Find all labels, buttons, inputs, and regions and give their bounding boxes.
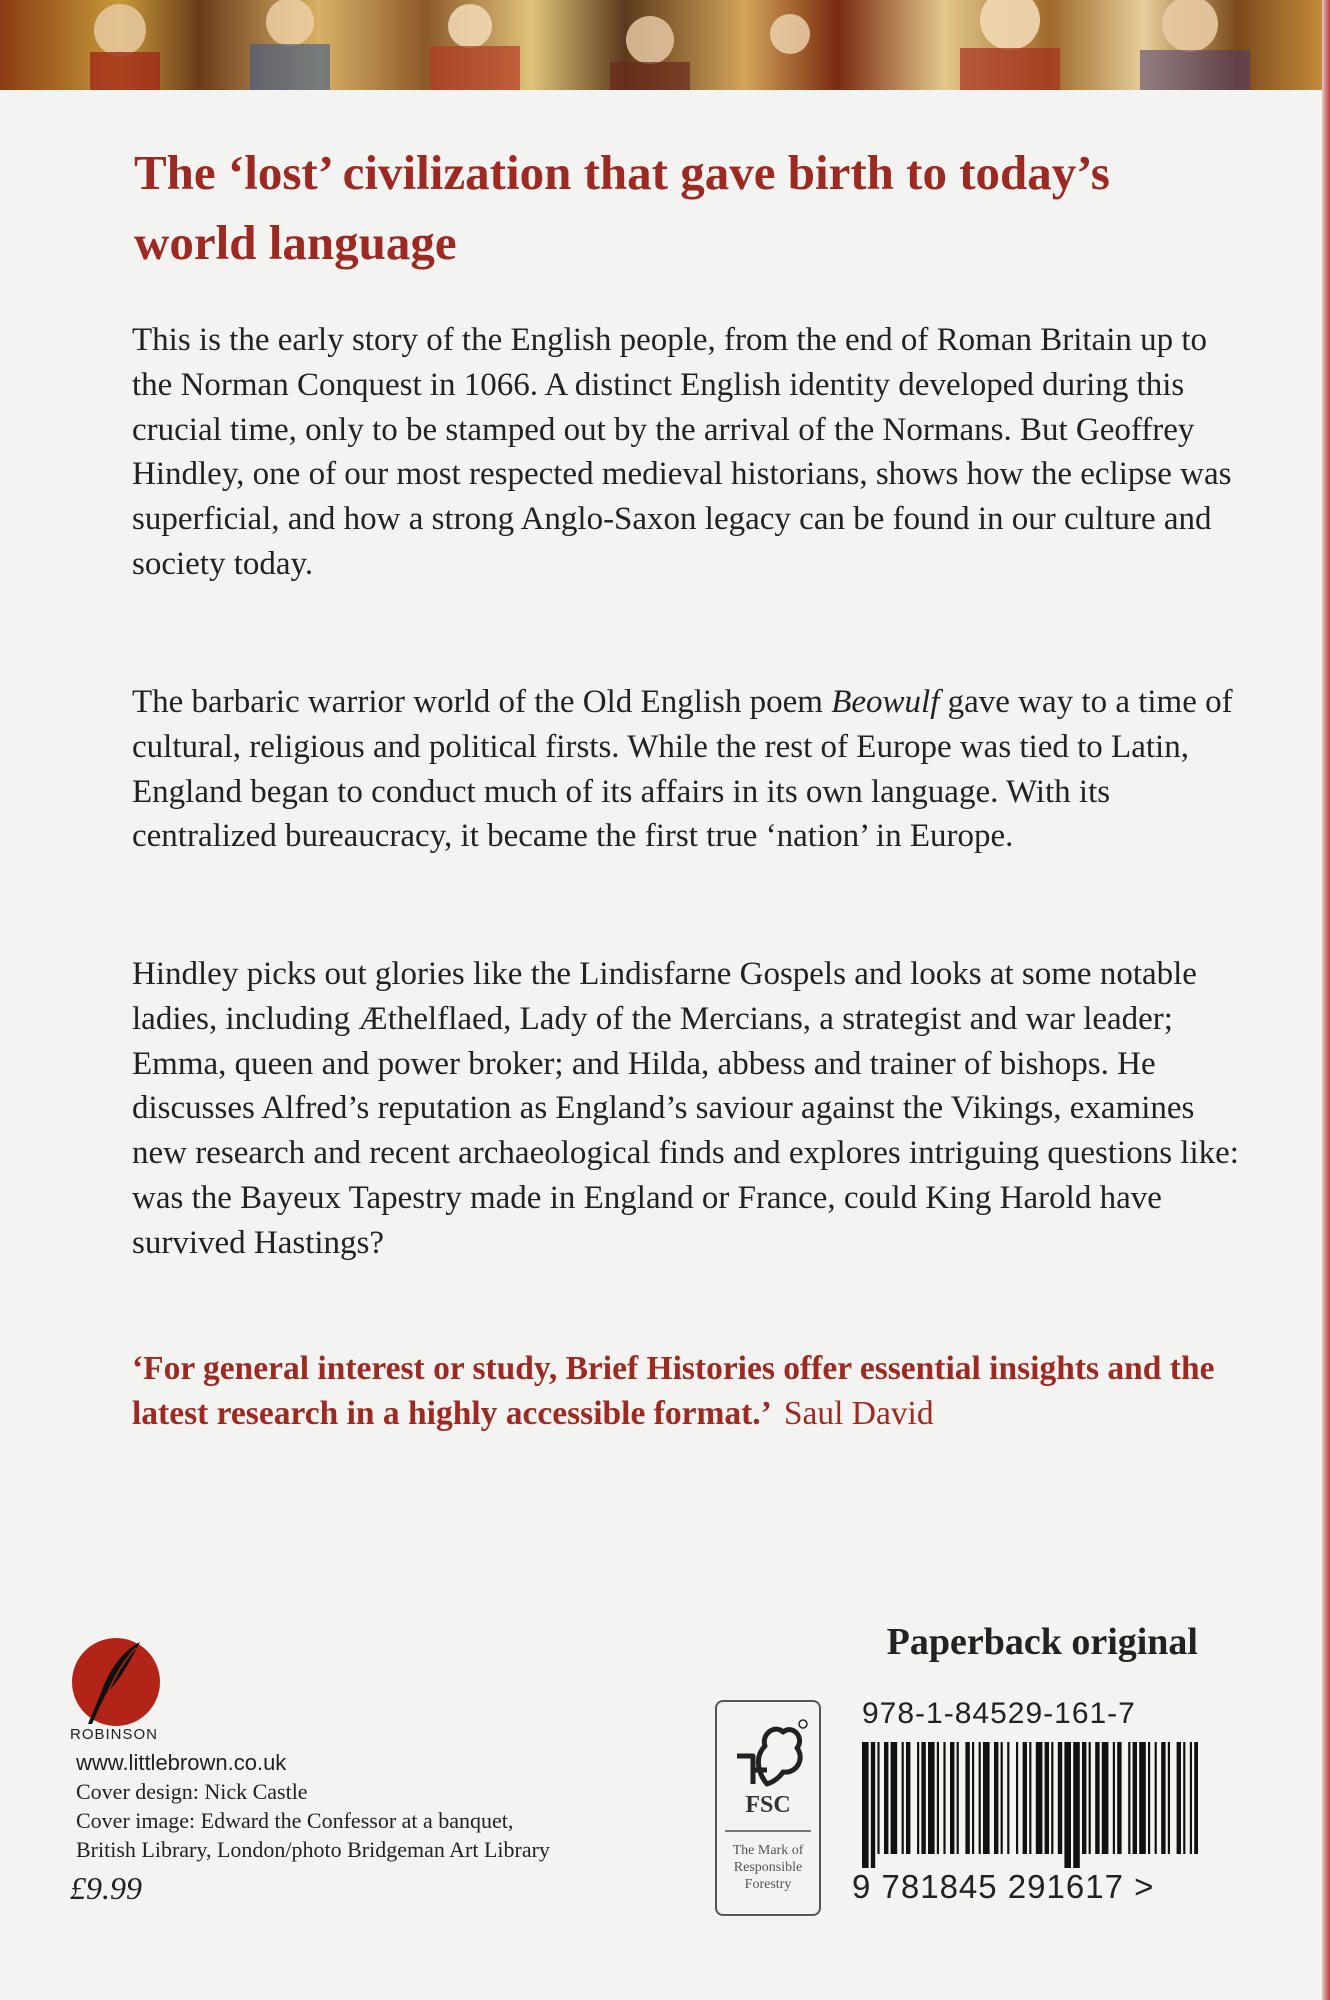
barcode-bar xyxy=(1095,1742,1099,1854)
blurb-paragraph-1: This is the early story of the English people, from the end of Roman Britain up to the Norman Conquest in 1066. A distinct English identity developed during this crucial time, only to be stamped out by the arrival of the Normans. But Geoffrey Hindley, one of our most respected medieval historians, shows how the eclipse was superficial, and how a strong Anglo-Saxon legacy can be found in our culture and society today. xyxy=(132,322,1232,582)
price: £9.99 xyxy=(70,1870,142,1906)
barcode-bar xyxy=(994,1742,998,1854)
medieval-illustration xyxy=(0,0,1330,90)
fsc-divider xyxy=(725,1830,811,1832)
fsc-tagline xyxy=(717,1842,819,1893)
barcode-bar xyxy=(902,1742,904,1854)
fsc-tagline-line-1: The Mark of xyxy=(732,1843,804,1858)
fsc-label: FSC xyxy=(745,1792,791,1818)
barcode-bar xyxy=(1058,1742,1062,1854)
barcode-bar xyxy=(965,1742,969,1854)
quote-text: ‘For general interest or study, Brief Histories offer essential insights and the latest research in a highly accessible format.’ xyxy=(132,1350,1215,1432)
barcode-bar xyxy=(871,1742,875,1868)
barcode-bar xyxy=(1036,1742,1043,1854)
spine-edge xyxy=(1322,0,1330,2000)
barcode-bar xyxy=(906,1742,910,1854)
barcode-bar xyxy=(862,1742,869,1868)
barcode-bar xyxy=(943,1742,945,1854)
fsc-tree-icon xyxy=(727,1716,809,1788)
barcode-bar xyxy=(983,1742,990,1854)
cover-design-credit: Cover design: Nick Castle xyxy=(76,1779,308,1804)
fsc-badge xyxy=(715,1700,821,1916)
cover-image-credit-line-1: Cover image: Edward the Confessor at a banquet, xyxy=(76,1808,514,1833)
barcode xyxy=(862,1742,1198,1868)
barcode-bar xyxy=(1194,1742,1198,1854)
barcode-bar xyxy=(1155,1742,1157,1854)
barcode-bar xyxy=(1133,1742,1137,1854)
barcode-bar xyxy=(1148,1742,1150,1854)
blurb-paragraph-2 xyxy=(132,680,1242,859)
format-label: Paperback original xyxy=(886,1621,1198,1663)
barcode-digits: 9 781845 291617 > xyxy=(852,1868,1155,1905)
barcode-bar xyxy=(957,1742,959,1854)
barcode-bar xyxy=(1177,1742,1181,1854)
barcode-bar xyxy=(884,1742,888,1854)
headline: The ‘lost’ civilization that gave birth to today’s world language xyxy=(134,145,1110,270)
barcode-bar xyxy=(1007,1742,1009,1854)
barcode-bar xyxy=(1016,1742,1018,1854)
publisher-website: www.littlebrown.co.uk xyxy=(76,1750,287,1775)
blurb-paragraph-3: Hindley picks out glories like the Lindisfarne Gospels and looks at some notable ladies, including Æthelflaed, Lady of the Mercians, a strategist and war leader; Emma, queen and power broker; and Hilda, abbess and trainer of bishops. He discusses Alfred’s reputation as England’s saviour against the Vikings, examines new research and recent archaeological finds and explores intriguing questions like: was the Bayeux Tapestry made in England or France, could King Harold have survived Hastings? xyxy=(132,956,1239,1261)
barcode-bar xyxy=(1117,1742,1121,1854)
barcode-bar xyxy=(1064,1742,1071,1868)
review-quote xyxy=(132,1346,1252,1436)
barcode-bar xyxy=(921,1742,925,1854)
barcode-bar xyxy=(1102,1742,1109,1854)
fsc-tagline-line-3: Forestry xyxy=(744,1877,792,1892)
barcode-bar xyxy=(1128,1742,1130,1854)
paragraph-2-rest: gave way to a time of cultural, religious and political firsts. While the rest of Europe was tied to Latin, England began to conduct much of its affairs in its own language. With its centralized bureaucracy, it became the first true ‘nation’ in Europe. xyxy=(132,684,1233,855)
barcode-bar xyxy=(1073,1742,1080,1868)
barcode-bar xyxy=(928,1742,935,1854)
quill-icon xyxy=(70,1636,162,1728)
barcode-bar xyxy=(1113,1742,1115,1854)
barcode-bar xyxy=(1168,1742,1170,1854)
barcode-bar xyxy=(1183,1742,1185,1854)
barcode-bar xyxy=(1023,1742,1027,1854)
isbn: 978-1-84529-161-7 xyxy=(862,1697,1136,1730)
cover-image-credit-line-2: British Library, London/photo Bridgeman Art Library xyxy=(76,1837,550,1862)
barcode-bar xyxy=(1045,1742,1049,1854)
barcode-bar xyxy=(1139,1742,1146,1854)
publisher-name: ROBINSON xyxy=(70,1726,159,1743)
barcode-bar xyxy=(1089,1742,1091,1854)
barcode-bar xyxy=(1001,1742,1003,1854)
barcode-bar xyxy=(1082,1742,1086,1854)
barcode-bar xyxy=(1029,1742,1031,1854)
barcode-bar xyxy=(877,1742,879,1854)
barcode-bar xyxy=(979,1742,981,1854)
barcode-bar xyxy=(972,1742,974,1854)
barcode-bar xyxy=(1161,1742,1165,1854)
paragraph-2-lead: The barbaric warrior world of the Old English poem xyxy=(132,684,832,720)
barcode-bar xyxy=(937,1742,939,1854)
barcode-bar xyxy=(1051,1742,1053,1854)
barcode-bar xyxy=(917,1742,919,1854)
quote-attribution: Saul David xyxy=(783,1395,934,1432)
barcode-bar xyxy=(891,1742,898,1854)
barcode-bar xyxy=(1190,1742,1192,1854)
poem-title: Beowulf xyxy=(831,684,940,720)
barcode-bar xyxy=(950,1742,954,1854)
cover-artwork-banner xyxy=(0,0,1330,90)
fsc-tagline-line-2: Responsible xyxy=(733,1860,803,1875)
